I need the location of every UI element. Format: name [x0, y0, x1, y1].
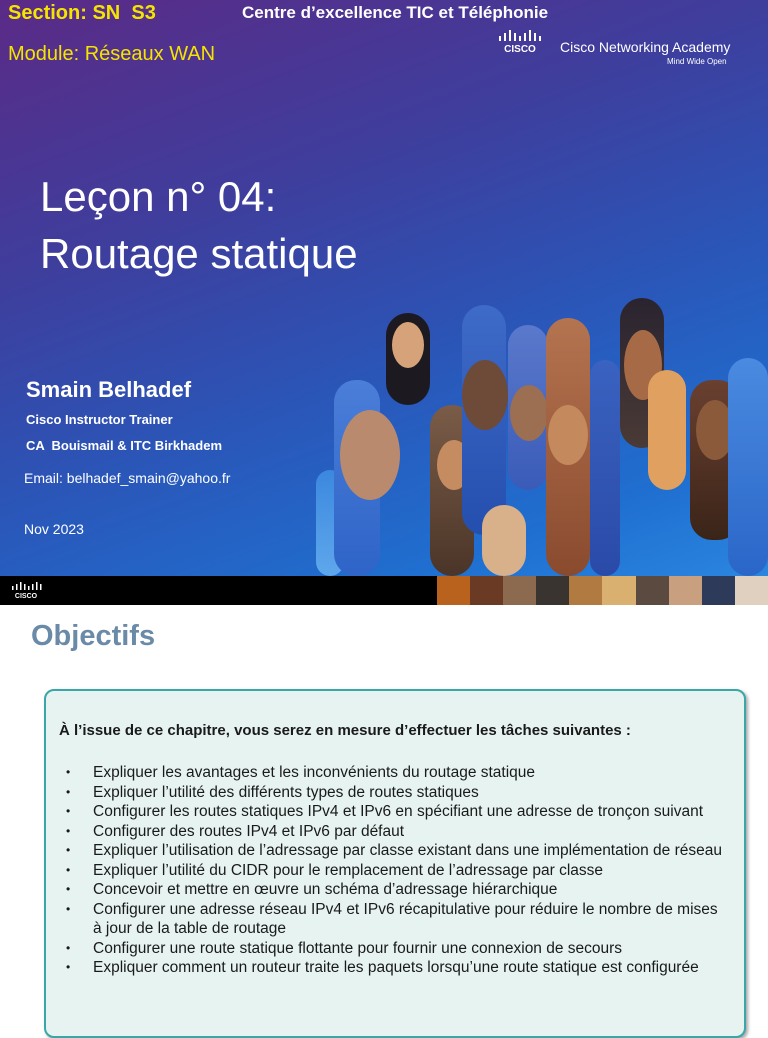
bullet-icon: •: [66, 804, 71, 818]
list-item: • Expliquer comment un routeur traite les paquets lorsqu’une route statique est configurée: [66, 959, 699, 976]
cisco-small-text: CISCO: [14, 593, 38, 600]
author-name: Smain Belhadef: [26, 377, 192, 402]
author-email: Email: belhadef_smain@yahoo.fr: [24, 470, 231, 486]
academy-label: Cisco Networking Academy: [560, 39, 731, 55]
list-item: • Concevoir et mettre en œuvre un schéma d’adressage hiérarchique: [66, 881, 558, 898]
lesson-title-line1: Leçon n° 04:: [40, 173, 277, 220]
section-label: Section: SN S3: [8, 2, 156, 24]
list-item: • Configurer une adresse réseau IPv4 et IPv6 récapitulative pour réduire le nombre de mises à jour de la table de routage: [66, 900, 718, 937]
bullet-icon: •: [66, 940, 71, 955]
objectives-intro: À l’issue de ce chapitre, vous serez en mesure d’effectuer les tâches suivantes :: [59, 722, 631, 739]
cisco-logo-small-icon: [9, 582, 45, 600]
bullet-icon: •: [66, 960, 71, 974]
author-role: Cisco Instructor Trainer: [26, 412, 173, 427]
list-item: • Configurer une route statique flottante pour fournir une connexion de secours: [66, 939, 623, 957]
list-item: • Expliquer l’utilité des différents types de routes statiques: [66, 783, 479, 801]
objectives-list: [66, 763, 726, 978]
list-item: • Expliquer les avantages et les inconvénients du routage statique: [66, 764, 536, 781]
list-item: • Expliquer l’utilité du CIDR pour le remplacement de l’adressage par classe: [66, 861, 604, 879]
academy-tagline: Mind Wide Open: [667, 57, 727, 66]
bullet-icon: •: [66, 765, 71, 779]
list-item: • Configurer des routes IPv4 et IPv6 par défaut: [66, 822, 405, 840]
presentation-date: Nov 2023: [24, 521, 84, 537]
footer-strip: [0, 576, 768, 605]
bullet-icon: •: [66, 862, 71, 877]
list-item: • Configurer les routes statiques IPv4 et IPv6 en spécifiant une adresse de tronçon suivant: [66, 803, 704, 820]
bullet-icon: •: [66, 784, 71, 799]
bullet-icon: •: [66, 901, 71, 916]
cisco-logo-text: CISCO: [504, 44, 536, 54]
module-label: Module: Réseaux WAN: [8, 43, 216, 65]
photo-strip-icon: [437, 576, 768, 605]
objectives-title: Objectifs: [31, 620, 156, 652]
bullet-icon: •: [66, 882, 71, 896]
author-org: CA Bouismail & ITC Birkhadem: [26, 438, 222, 453]
bullet-icon: •: [66, 823, 71, 838]
lesson-title-line2: Routage statique: [40, 230, 358, 277]
bullet-icon: •: [66, 843, 71, 857]
centre-label: Centre d’excellence TIC et Téléphonie: [242, 3, 549, 22]
cisco-logo-icon: [497, 30, 547, 54]
list-item: • Expliquer l’utilisation de l’adressage par classe existant dans une implémentation de réseau: [66, 842, 722, 859]
